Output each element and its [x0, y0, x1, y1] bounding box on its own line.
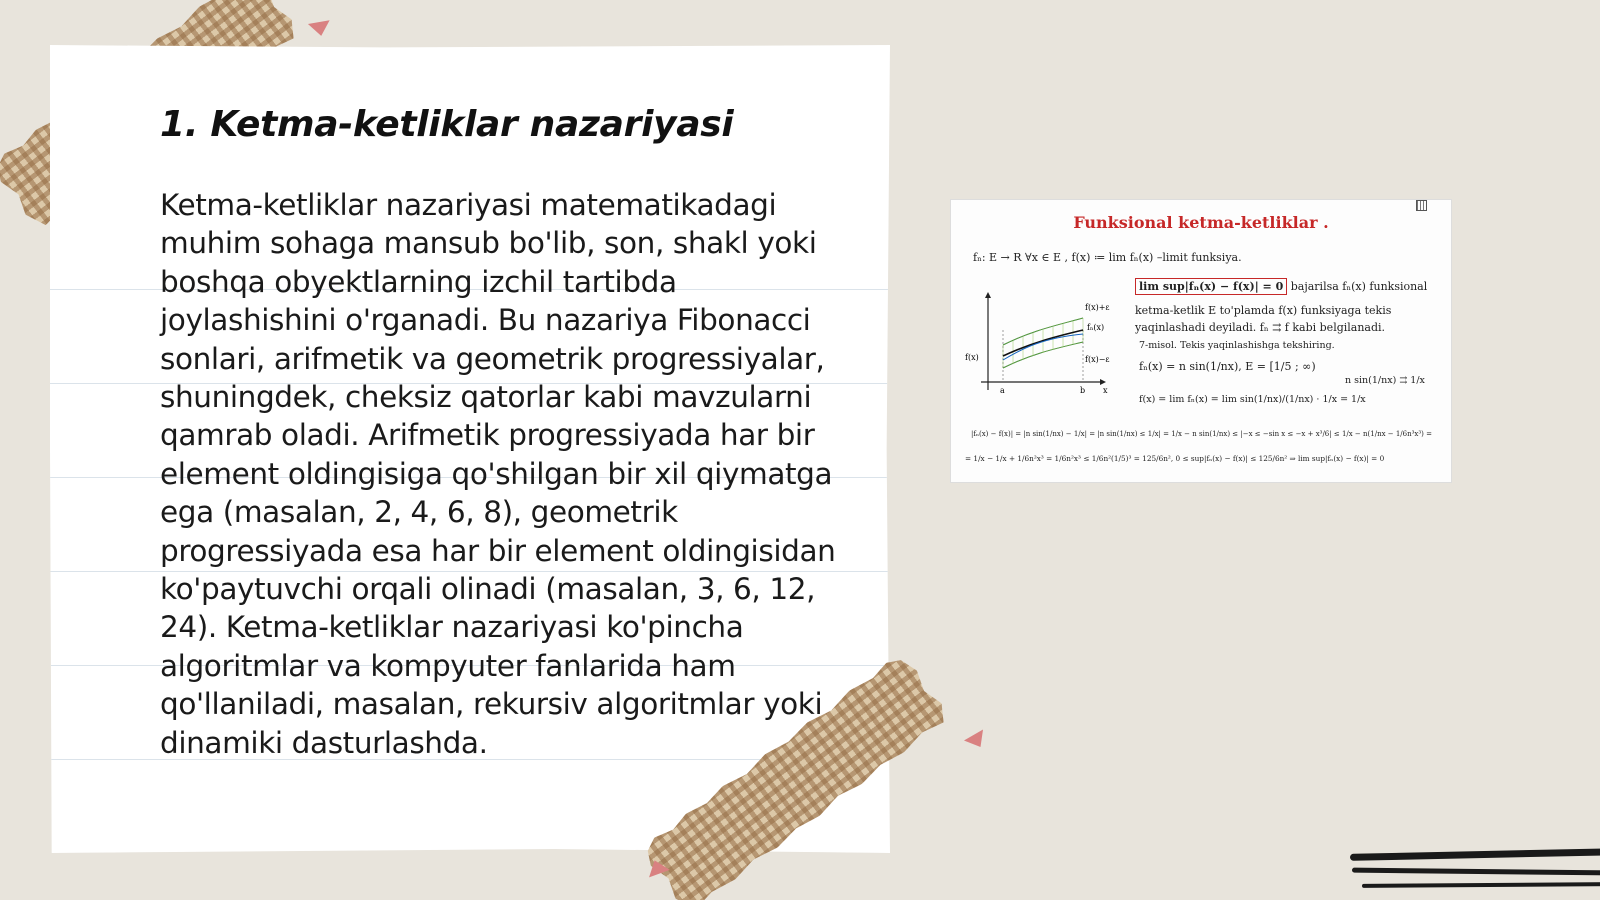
figure-definition: fₙ: E → R ∀x ∈ E , f(x) ≔ lim fₙ(x) –limit funksiya. — [973, 251, 1242, 264]
pin-marker — [964, 729, 990, 752]
graph-label-x: x — [1103, 386, 1108, 395]
slide-title: 1. Ketma-ketliklar nazariyasi — [160, 104, 734, 145]
slide-body-text: Ketma-ketliklar nazariyasi matematikadagi muhim sohaga mansub bo'lib, son, shakl yoki boshqa obyektlarning izchil tartibda joylashishini o'rganadi. Bu nazariya Fibonacci sonlari, arifmetik va geometrik progressiyalar, shuningdek, cheksiz qatorlar kabi mavzularni qamrab oladi. Arifmetik progressiyada har bir element oldingisiga qo'shilgan bir xil qiymatga ega (masalan, 2, 4, 6, 8), geometrik progressiyada esa har bir element oldingisidan ko'paytuvchi orqali olinadi (masalan, 3, 6, 12, 24). Ketma-ketliklar nazariyasi ko'pincha algoritmlar va kompyuter fanlarida ham qo'llaniladi, masalan, rekursiv algoritmlar yoki dinamiki dasturlashda. — [160, 188, 836, 760]
figure-side-note: n sin(1/nx) ⇉ 1/x — [1345, 375, 1425, 386]
graph-label-lower: f(x)−ε — [1085, 355, 1110, 364]
figure-example-label: 7-misol. Tekis yaqinlashishga tekshiring. — [1139, 340, 1335, 351]
figure-text-line-2: ketma-ketlik E to'plamda f(x) funksiyaga tekis — [1135, 304, 1392, 317]
figure-text-line-1: bajarilsa fₙ(x) funksional — [1290, 280, 1428, 293]
graph-label-a: a — [1000, 386, 1005, 395]
figure-estimate-line-2: = 1/x − 1/x + 1/6n²x³ = 1/6n²x³ ≤ 1/6n²(1/5)³ = 125/6n², 0 ≤ sup|fₙ(x) − f(x)| ≤ 125/6n² ⇒ lim sup|fₙ(x) − f(x)| = 0 — [965, 454, 1385, 463]
figure-limit-line: f(x) = lim fₙ(x) = lim sin(1/nx)/(1/nx) · 1/x = 1/x — [1139, 394, 1366, 405]
brush-stroke — [1350, 848, 1600, 861]
figure-title: Funksional ketma-ketliklar . — [1073, 213, 1329, 232]
graph-label-left: f(x) — [965, 353, 979, 362]
graph-label-upper: f(x)+ε — [1085, 303, 1110, 312]
graph-label-curve: fₙ(x) — [1087, 323, 1105, 332]
graph-label-b: b — [1080, 386, 1086, 395]
math-figure — [950, 199, 1452, 483]
figure-boxed-condition: lim sup|fₙ(x) − f(x)| = 0 — [1135, 278, 1287, 295]
brush-stroke — [1362, 882, 1600, 888]
figure-estimate-line-1: |fₙ(x) − f(x)| = |n sin(1/nx) − 1/x| = |n sin(1/nx) ≤ 1/x| = 1/x − n sin(1/nx) ≤ |−x ≤ −sin x ≤ −x + x³/6| ≤ 1/x − n(1/nx − 1/6n³x³) = — [971, 430, 1432, 438]
pin-marker — [308, 20, 332, 38]
brush-stroke — [1352, 868, 1600, 876]
figure-corner-icon — [1416, 200, 1427, 211]
convergence-graph — [963, 290, 1113, 400]
figure-example-function: fₙ(x) = n sin(1/nx), E = [1/5 ; ∞) — [1139, 360, 1316, 373]
figure-text-line-3: yaqinlashadi deyiladi. fₙ ⇉ f kabi belgilanadi. — [1135, 321, 1386, 334]
